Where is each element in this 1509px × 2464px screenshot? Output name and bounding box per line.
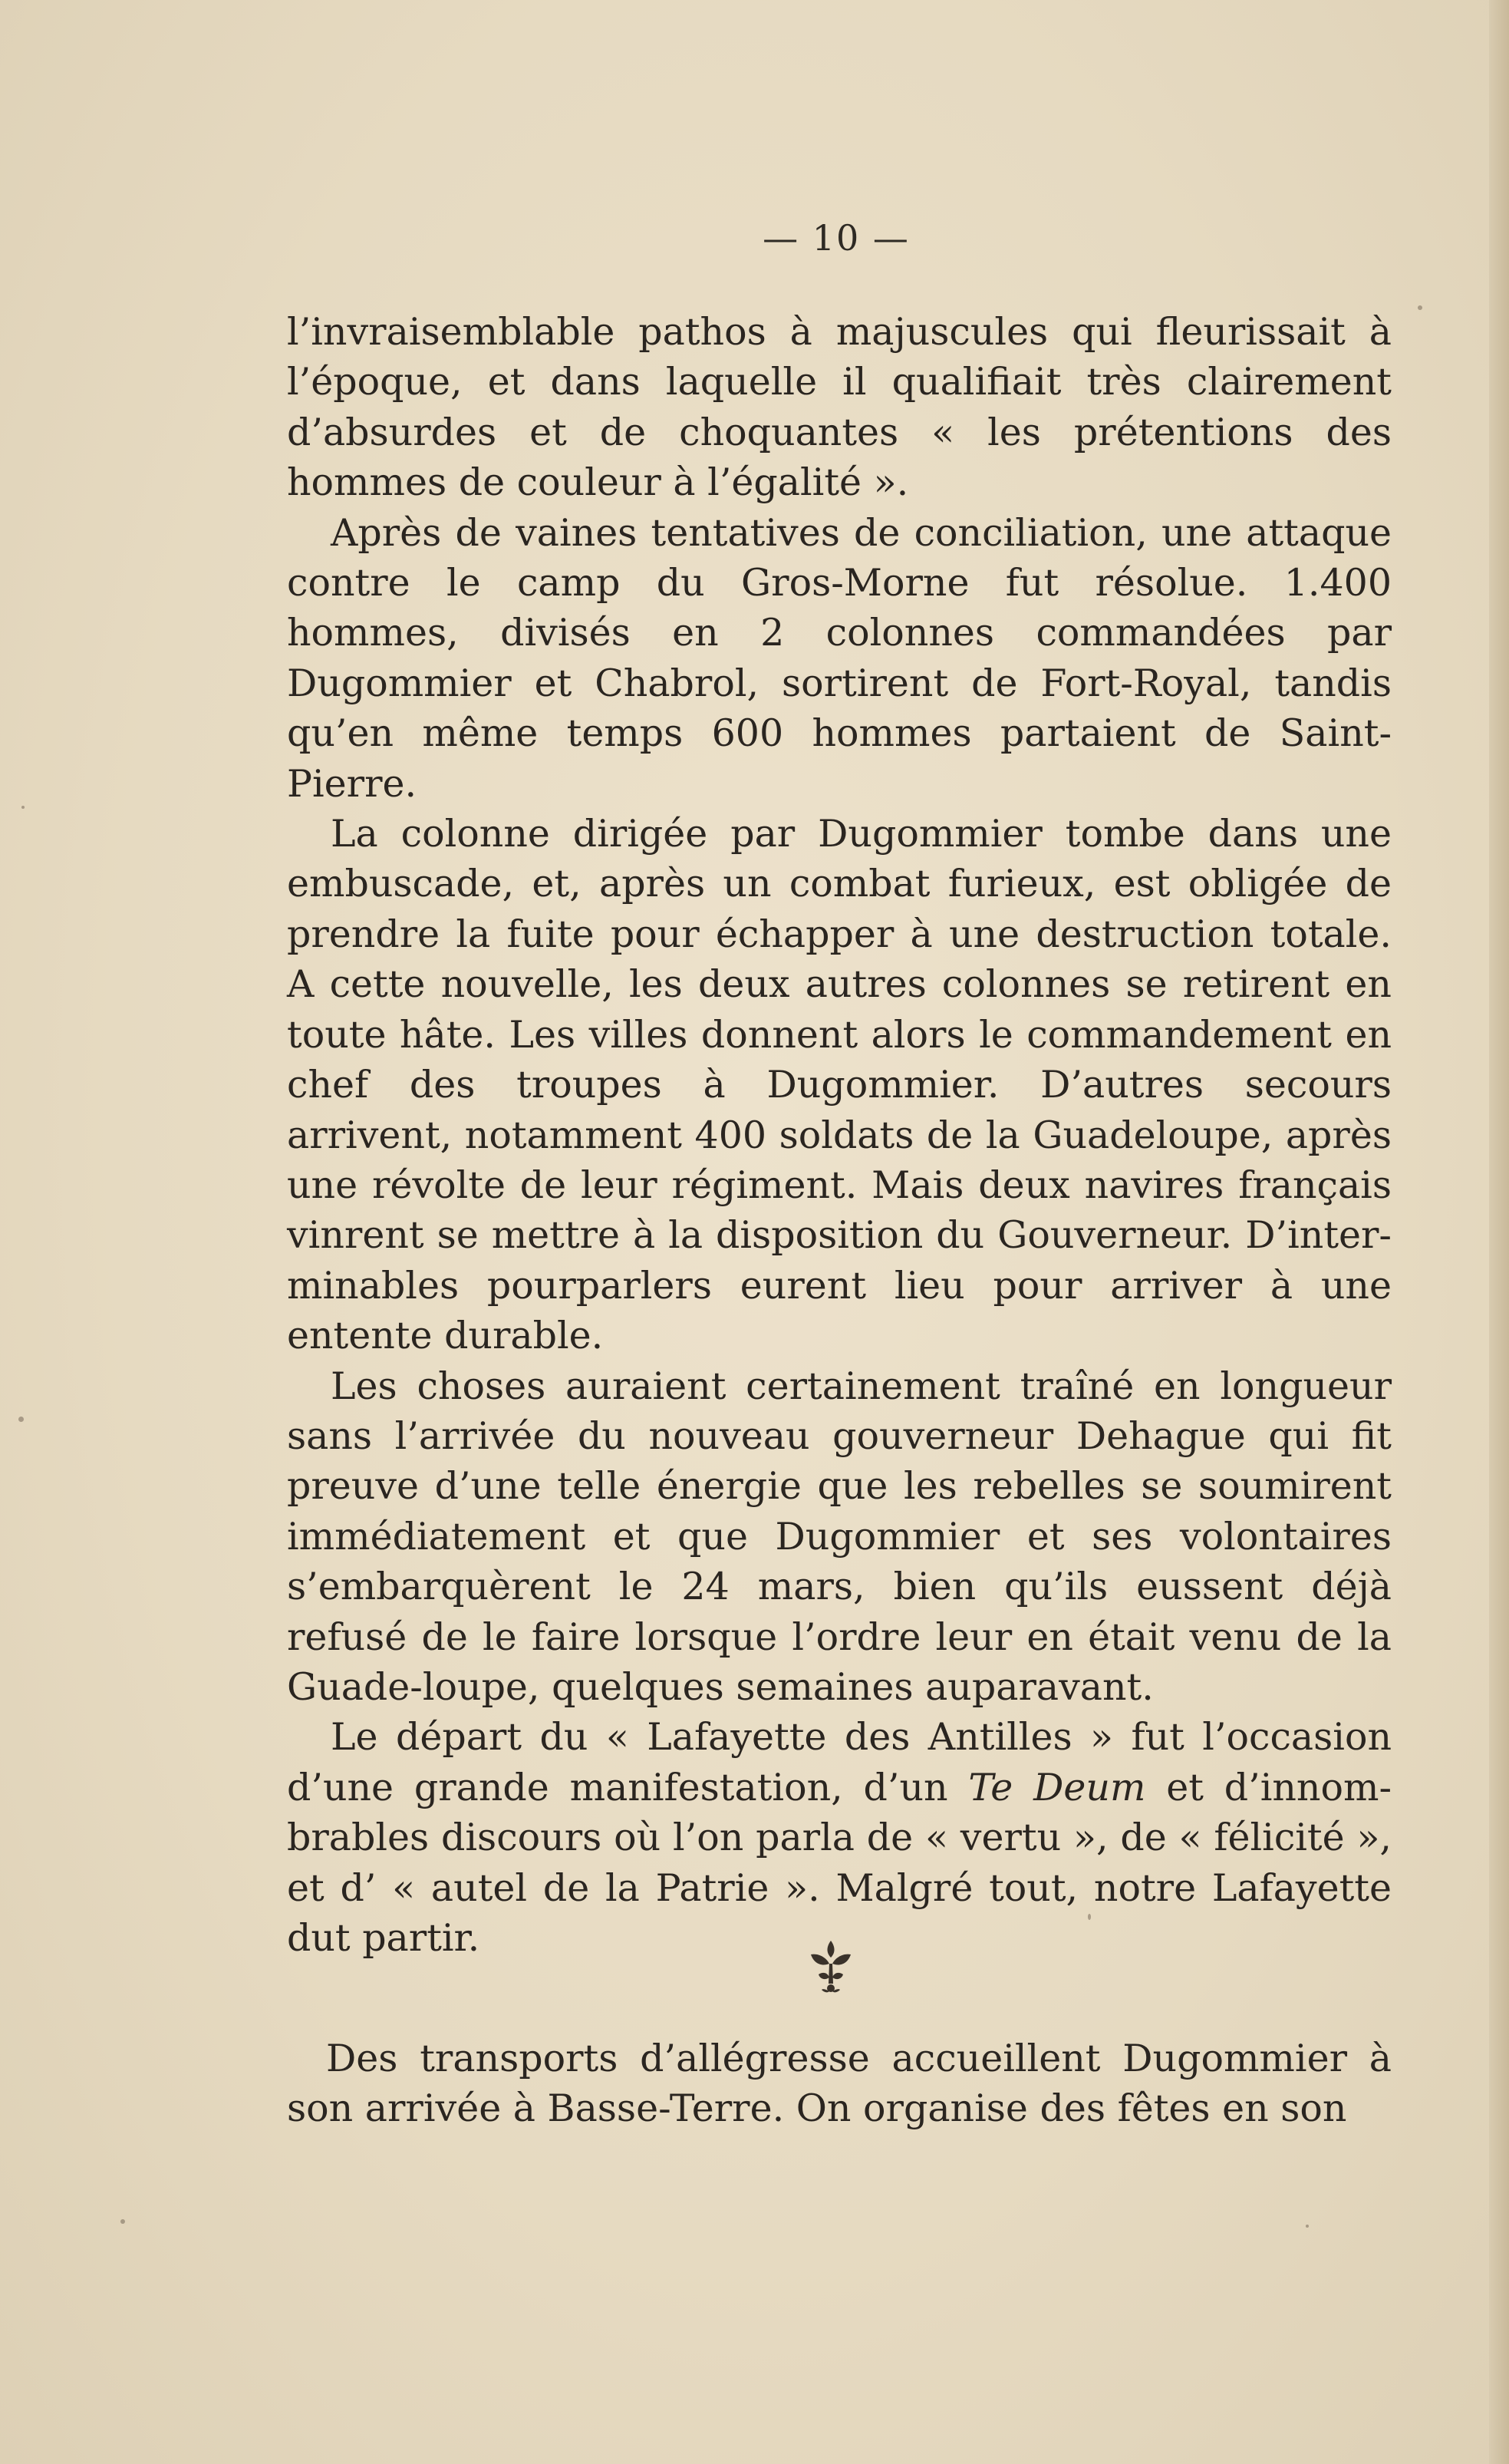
paragraph-3: La colonne dirigée par Dugommier tombe dans une embuscade, et, après un combat furieux, est obligée de prendre la fuite pour échapper à une destruction totale. A cette nouvelle, les deux autres colonnes se retirent en toute hâte. Les villes donnent alors le commandement en chef des troupes à Dugommier. D’autres secours arrivent, notamment 400 soldats de la Guadeloupe, après une révolte de leur régiment. Mais deux navires français vinrent se mettre à la disposition du Gouverneur. D’inter-minables pourparlers eurent lieu pour arriver à une entente durable. <box>287 812 1392 1358</box>
paragraph-5 <box>287 1712 1392 1963</box>
paragraph-4: Les choses auraient certainement traîné en longueur sans l’arrivée du nouveau gouverneur Dehague qui fit preuve d’une telle énergie que les rebelles se soumirent immédiatement et que Dugommier et ses volontaires s’embarquèrent le 24 mars, bien qu’ils eussent déjà refusé de le faire lorsque l’ordre leur en était venu de la Guade-loupe, quelques semaines auparavant. <box>287 1364 1392 1709</box>
page-edge <box>1489 0 1509 2464</box>
page-number: — 10 — <box>763 217 910 259</box>
continuation-text <box>287 2034 1392 2134</box>
paragraph-6: Des transports d’allégresse accueillent Dugommier à son arrivée à Basse-Terre. On organise des fêtes en son <box>287 2037 1392 2131</box>
paragraph-2: Après de vaines tentatives de conciliation, une attaque contre le camp du Gros-Morne fut résolue. 1.400 hommes, divisés en 2 colonnes commandées par Dugommier et Chabrol, sortirent de Fort-Royal, tandis qu’en même temps 600 hommes partaient de Saint-Pierre. <box>287 510 1392 806</box>
paragraph-1: l’invraisemblable pathos à majuscules qui fleurissait à l’époque, et dans laquelle il qualifiait très clairement d’absurdes et de choquantes « les prétentions des hommes de couleur à l’égalité ». <box>287 310 1392 505</box>
te-deum-italic: Te Deum <box>968 1765 1146 1809</box>
paper-speck <box>21 806 25 809</box>
main-text <box>287 307 1392 1963</box>
paper-speck <box>18 1417 24 1422</box>
fleuron-icon <box>800 1936 862 1997</box>
paragraph-5-start: Le départ du « Lafayette des Antilles » fut l’occasion d’une grande manifestation, d’un <box>287 1715 1392 1809</box>
paragraph-5-end: et d’innom-brables discours où l’on parla de « vertu », de « félicité », et d’ « autel de la Patrie ». Malgré tout, notre Lafayette dut partir. <box>287 1765 1392 1960</box>
paper-speck <box>1418 305 1422 310</box>
paper-speck <box>1306 2225 1309 2228</box>
paper-speck <box>120 2219 125 2224</box>
paper-speck <box>1088 1914 1091 1920</box>
